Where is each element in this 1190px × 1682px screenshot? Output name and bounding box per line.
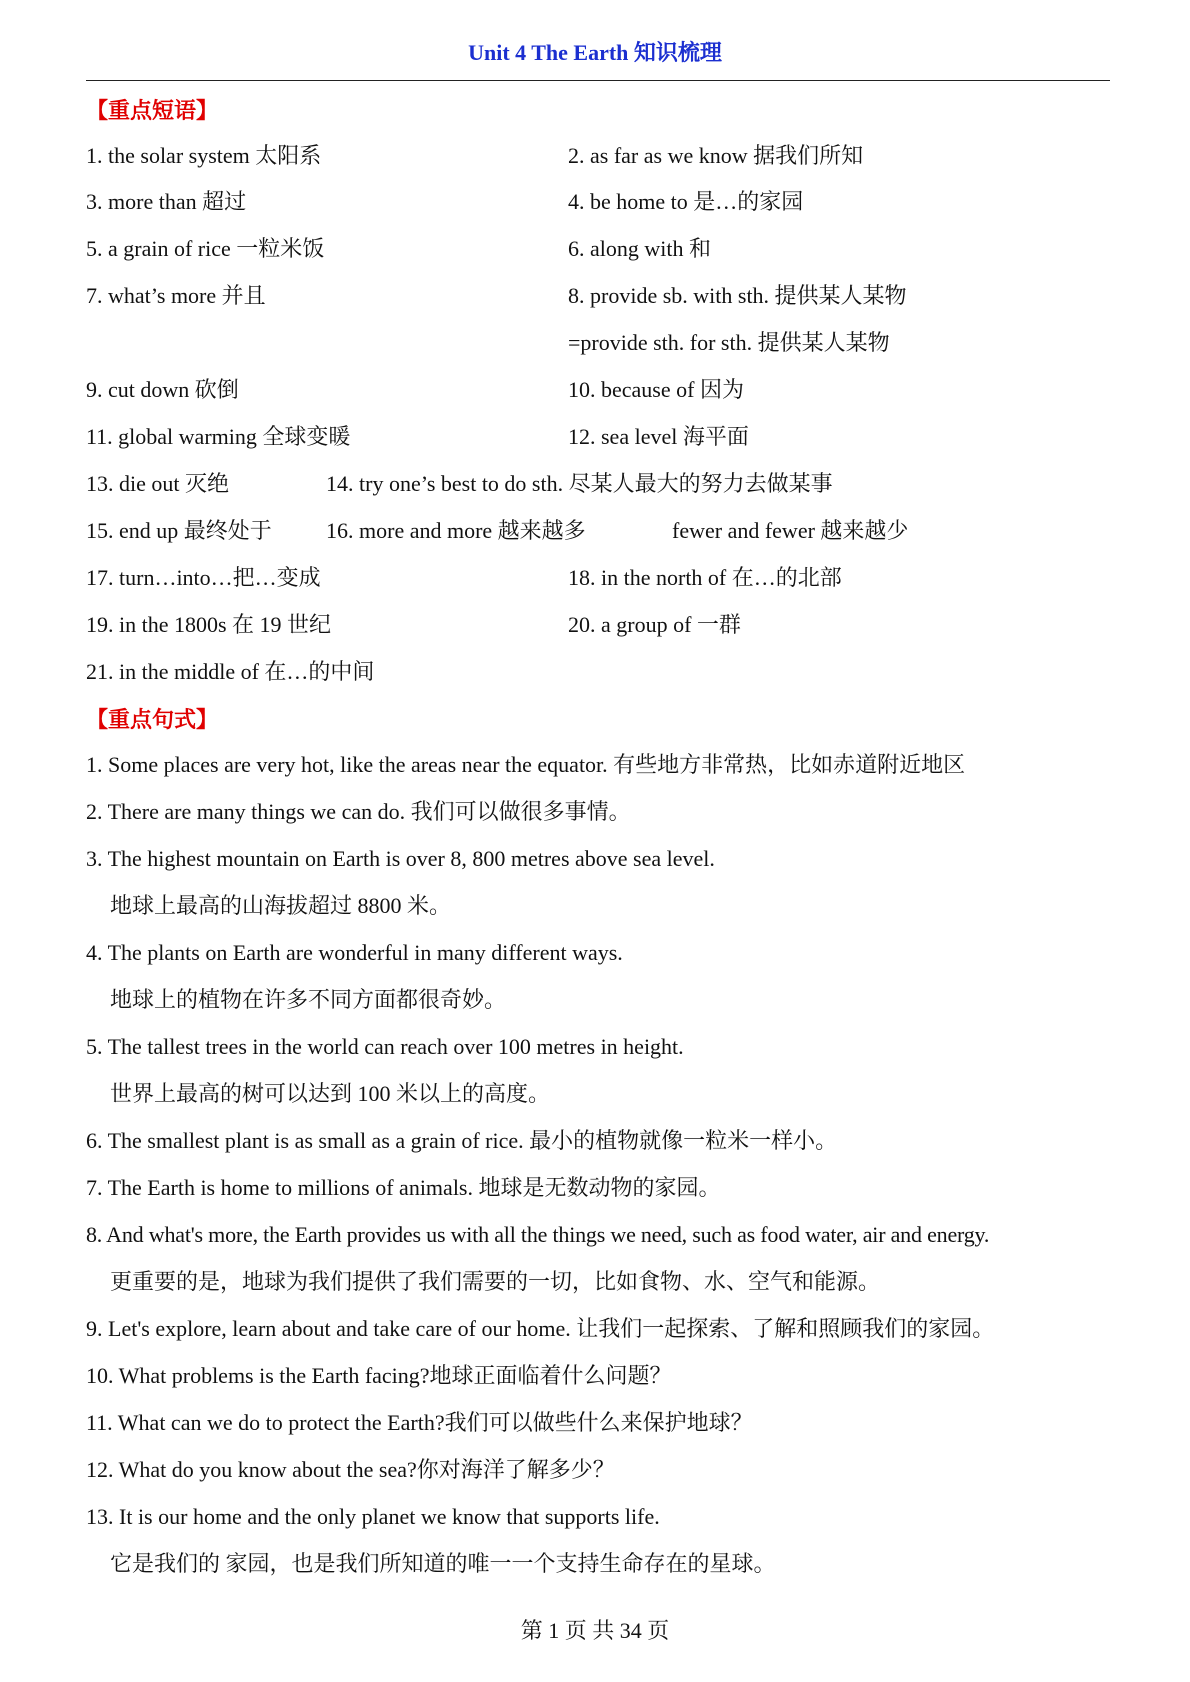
phrase-item: 4. be home to 是…的家园 <box>568 189 804 214</box>
phrase-item: fewer and fewer 越来越少 <box>672 518 909 543</box>
sentence-translation: 更重要的是，地球为我们提供了我们需要的一切，比如食物、水、空气和能源。 <box>110 1269 881 1294</box>
sentence-item: 12. What do you know about the sea?你对海洋了解多少？ <box>86 1457 615 1482</box>
sentence-item: 2. There are many things we can do. 我们可以做很多事情。 <box>86 799 631 824</box>
sentence-item: 9. Let's explore, learn about and take care of our home. 让我们一起探索、了解和照顾我们的家园。 <box>86 1316 995 1341</box>
phrase-item: 20. a group of 一群 <box>568 612 741 637</box>
phrase-item: 6. along with 和 <box>568 236 711 261</box>
sentence-translation: 它是我们的 家园，也是我们所知道的唯一一个支持生命存在的星球。 <box>110 1551 776 1576</box>
phrase-item: 18. in the north of 在…的北部 <box>568 565 842 590</box>
phrase-item: 5. a grain of rice 一粒米饭 <box>86 236 325 261</box>
sentence-item: 4. The plants on Earth are wonderful in many different ways. <box>86 940 623 965</box>
phrase-item: 8. provide sb. with sth. 提供某人某物 <box>568 283 907 308</box>
phrase-item: 2. as far as we know 据我们所知 <box>568 143 864 168</box>
phrase-item: 13. die out 灭绝 <box>86 471 229 496</box>
phrase-item: 19. in the 1800s 在 19 世纪 <box>86 612 332 637</box>
phrase-item: 14. try one’s best to do sth. 尽某人最大的努力去做某事 <box>326 471 833 496</box>
page-title: Unit 4 The Earth 知识梳理 <box>468 40 722 65</box>
phrase-item: 16. more and more 越来越多 <box>326 518 586 543</box>
phrase-item: 11. global warming 全球变暖 <box>86 424 351 449</box>
phrase-item: 1. the solar system 太阳系 <box>86 143 322 168</box>
sentence-item: 7. The Earth is home to millions of animals. 地球是无数动物的家园。 <box>86 1175 721 1200</box>
phrase-item: 10. because of 因为 <box>568 377 744 402</box>
phrase-item: 17. turn…into…把…变成 <box>86 565 321 590</box>
page-number: 第 1 页 共 34 页 <box>520 1618 670 1643</box>
header-divider <box>86 80 1110 81</box>
sentence-translation: 地球上最高的山海拔超过 8800 米。 <box>110 893 452 918</box>
sentence-translation: 世界上最高的树可以达到 100 米以上的高度。 <box>110 1081 551 1106</box>
sentence-item: 1. Some places are very hot, like the areas near the equator. 有些地方非常热，比如赤道附近地区 <box>86 752 966 777</box>
section-title-sentences: 【重点句式】 <box>86 707 219 732</box>
phrase-item: 7. what’s more 并且 <box>86 283 266 308</box>
sentence-item: 10. What problems is the Earth facing?地球正面临着什么问题？ <box>86 1363 672 1388</box>
sentence-item: 11. What can we do to protect the Earth?我们可以做些什么来保护地球？ <box>86 1410 753 1435</box>
phrase-item: 9. cut down 砍倒 <box>86 377 239 402</box>
sentence-item: 3. The highest mountain on Earth is over 8, 800 metres above sea level. <box>86 846 715 871</box>
phrase-item: 15. end up 最终处于 <box>86 518 272 543</box>
sentence-item: 5. The tallest trees in the world can reach over 100 metres in height. <box>86 1034 684 1059</box>
sentence-item: 6. The smallest plant is as small as a grain of rice. 最小的植物就像一粒米一样小。 <box>86 1128 838 1153</box>
sentence-item: 8. And what's more, the Earth provides us with all the things we need, such as food water, air and energy. <box>86 1222 990 1247</box>
sentence-translation: 地球上的植物在许多不同方面都很奇妙。 <box>110 987 507 1012</box>
phrase-item: =provide sth. for sth. 提供某人某物 <box>568 330 890 355</box>
phrase-item: 12. sea level 海平面 <box>568 424 749 449</box>
sentence-item: 13. It is our home and the only planet we know that supports life. <box>86 1504 660 1529</box>
section-title-phrases: 【重点短语】 <box>86 98 219 123</box>
phrase-item: 3. more than 超过 <box>86 189 247 214</box>
phrase-item: 21. in the middle of 在…的中间 <box>86 659 375 684</box>
